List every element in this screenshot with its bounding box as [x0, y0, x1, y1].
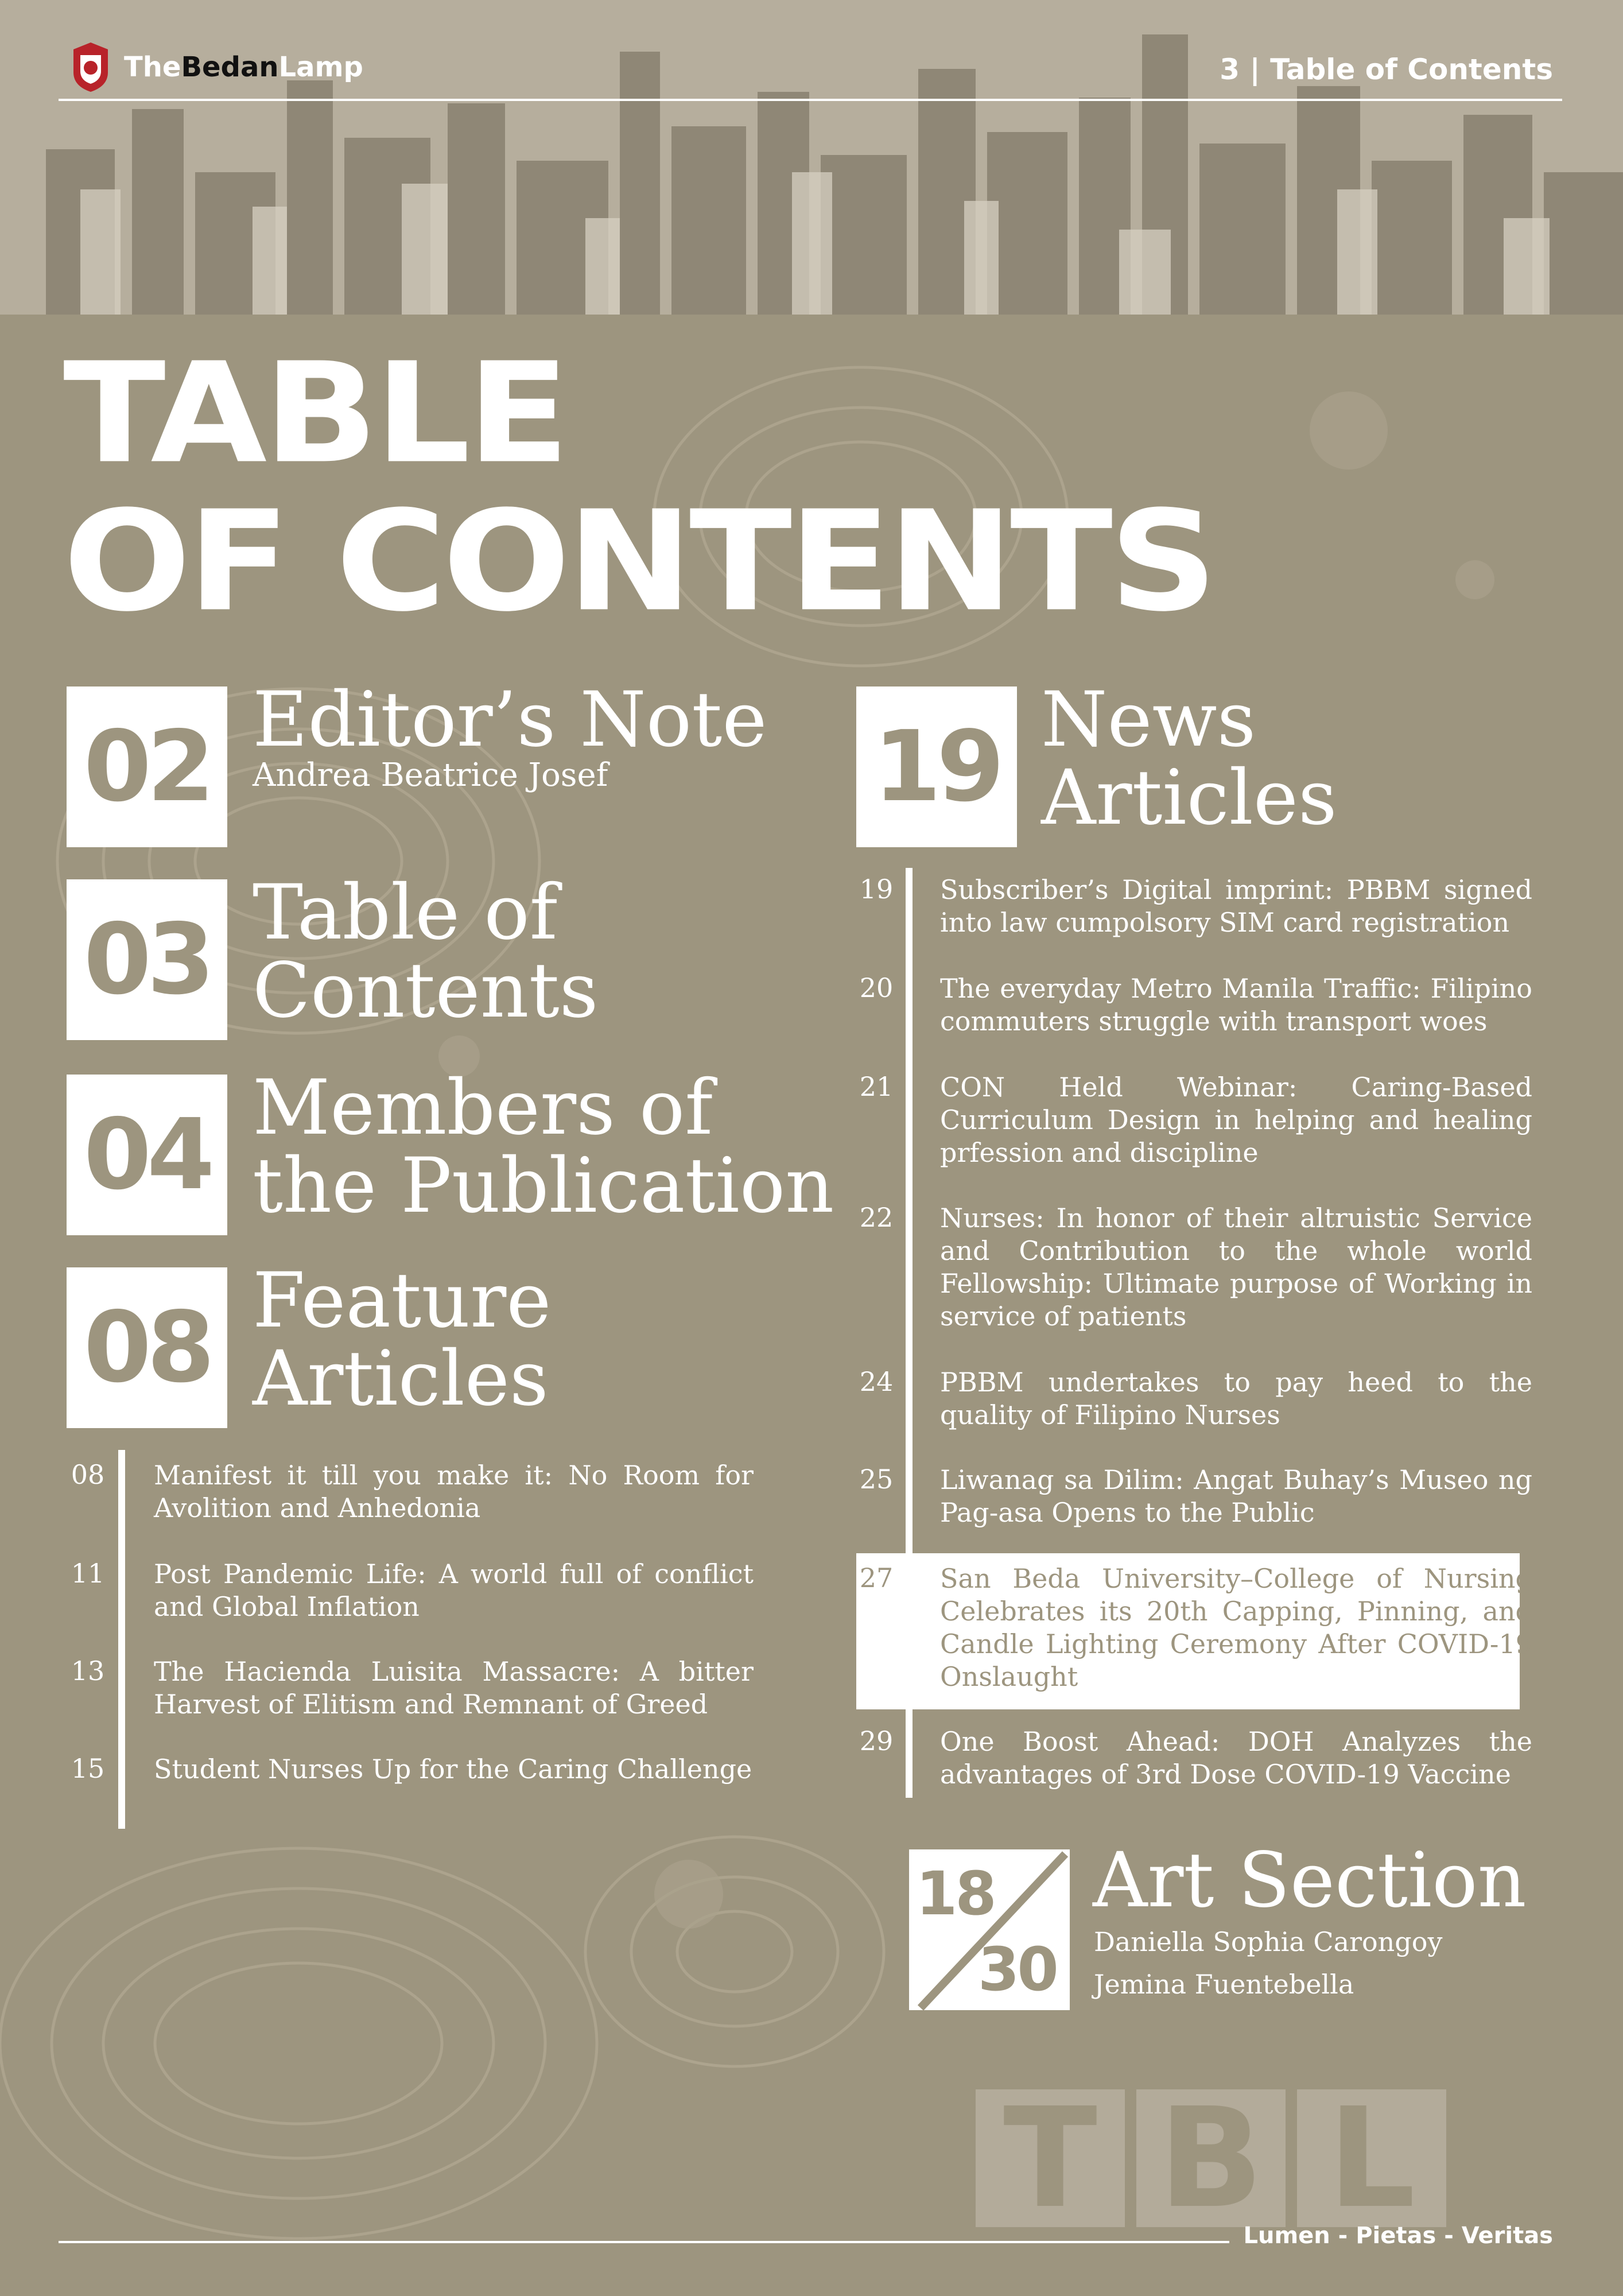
entry-page: 13 [71, 1655, 105, 1686]
art-page-start: 18 [916, 1859, 995, 1929]
brand-name: TheBedanLamp [124, 51, 363, 83]
section-title-features-line2: Articles [253, 1335, 549, 1423]
section-number-features: 08 [67, 1267, 227, 1428]
features-list-rule [118, 1450, 125, 1829]
section-title-editors-note: Editor’s Note [253, 676, 767, 764]
section-number-news: 19 [856, 687, 1017, 847]
entry-title: Subscriber’s Digital imprint: PBBM signed into law cumpolsory SIM card registration [940, 874, 1532, 938]
entry-title: Nurses: In honor of their altruistic Service and Contribution to the whole world Fellowship: Ultimate purpose of Working in service of patients [940, 1203, 1532, 1332]
tbl-watermark-logo [976, 2078, 1446, 2239]
entry-title: The Hacienda Luisita Massacre: A bitter Harvest of Elitism and Remnant of Greed [154, 1656, 754, 1720]
art-contributor: Daniella Sophia Carongoy [1094, 1926, 1443, 1957]
entry-page: 19 [859, 874, 894, 905]
news-list-rule [906, 868, 913, 1798]
entry-page: 15 [71, 1753, 105, 1784]
section-title-members-line2: the Publication [253, 1142, 834, 1230]
watermark-letter: B [1136, 2089, 1286, 2227]
entry-title: One Boost Ahead: DOH Analyzes the advantages of 3rd Dose COVID-19 Vaccine [940, 1726, 1532, 1790]
entry-page: 22 [859, 1202, 894, 1233]
entry-page: 27 [859, 1562, 894, 1593]
section-title-news-line1: News [1041, 676, 1256, 764]
art-contributor: Jemina Fuentebella [1094, 1969, 1354, 2000]
entry-page: 24 [859, 1366, 894, 1397]
entry-title: PBBM undertakes to pay heed to the quality of Filipino Nurses [940, 1367, 1532, 1430]
section-author-editors-note: Andrea Beatrice Josef [253, 757, 608, 794]
section-title-toc-line2: Contents [253, 947, 599, 1035]
watermark-letter: L [1297, 2089, 1446, 2227]
section-number-members: 04 [67, 1075, 227, 1235]
header-rule [59, 99, 1562, 101]
footer-rule [59, 2241, 1229, 2243]
brand-logo [70, 41, 363, 93]
watermark-letter: T [976, 2089, 1125, 2227]
section-title-art: Art Section [1093, 1836, 1527, 1925]
entry-title: Student Nurses Up for the Caring Challenge [154, 1754, 752, 1785]
section-number-editors-note: 02 [67, 687, 227, 847]
page-title-line2: OF CONTENTS [63, 480, 1214, 642]
entry-title: Post Pandemic Life: A world full of conflict and Global Inflation [154, 1558, 754, 1622]
entry-title: San Beda University–College of Nursing Celebrates its 20th Capping, Pinning, and Candle Lighting Ceremony After COVID-19 Onslaught [940, 1563, 1532, 1692]
section-title-news-line2: Articles [1041, 754, 1337, 842]
page-label: 3 | Table of Contents [1220, 53, 1553, 86]
section-number-toc: 03 [67, 879, 227, 1040]
art-section-number-box [909, 1849, 1070, 2010]
entry-title: CON Held Webinar: Caring-Based Curriculum Design in helping and healing prfession and discipline [940, 1072, 1532, 1168]
entry-page: 11 [71, 1558, 105, 1589]
art-page-end: 30 [978, 1934, 1057, 2004]
section-title-members-line1: Members of [253, 1064, 713, 1152]
page-title-line1: TABLE [63, 332, 566, 494]
entry-title: The everyday Metro Manila Traffic: Filipino commuters struggle with transport woes [940, 973, 1532, 1037]
entry-page: 21 [859, 1071, 894, 1102]
crest-icon [70, 41, 111, 93]
entry-page: 08 [71, 1459, 105, 1490]
entry-page: 25 [859, 1464, 894, 1495]
section-title-features-line1: Feature [253, 1256, 552, 1345]
footer-motto: Lumen - Pietas - Veritas [1243, 2223, 1553, 2249]
entry-title: Manifest it till you make it: No Room for Avolition and Anhedonia [154, 1460, 754, 1523]
entry-page: 29 [859, 1725, 894, 1756]
entry-title: Liwanag sa Dilim: Angat Buhay’s Museo ng Pag-asa Opens to the Public [940, 1464, 1532, 1528]
entry-page: 20 [859, 972, 894, 1003]
section-title-toc-line1: Table of [253, 868, 558, 957]
